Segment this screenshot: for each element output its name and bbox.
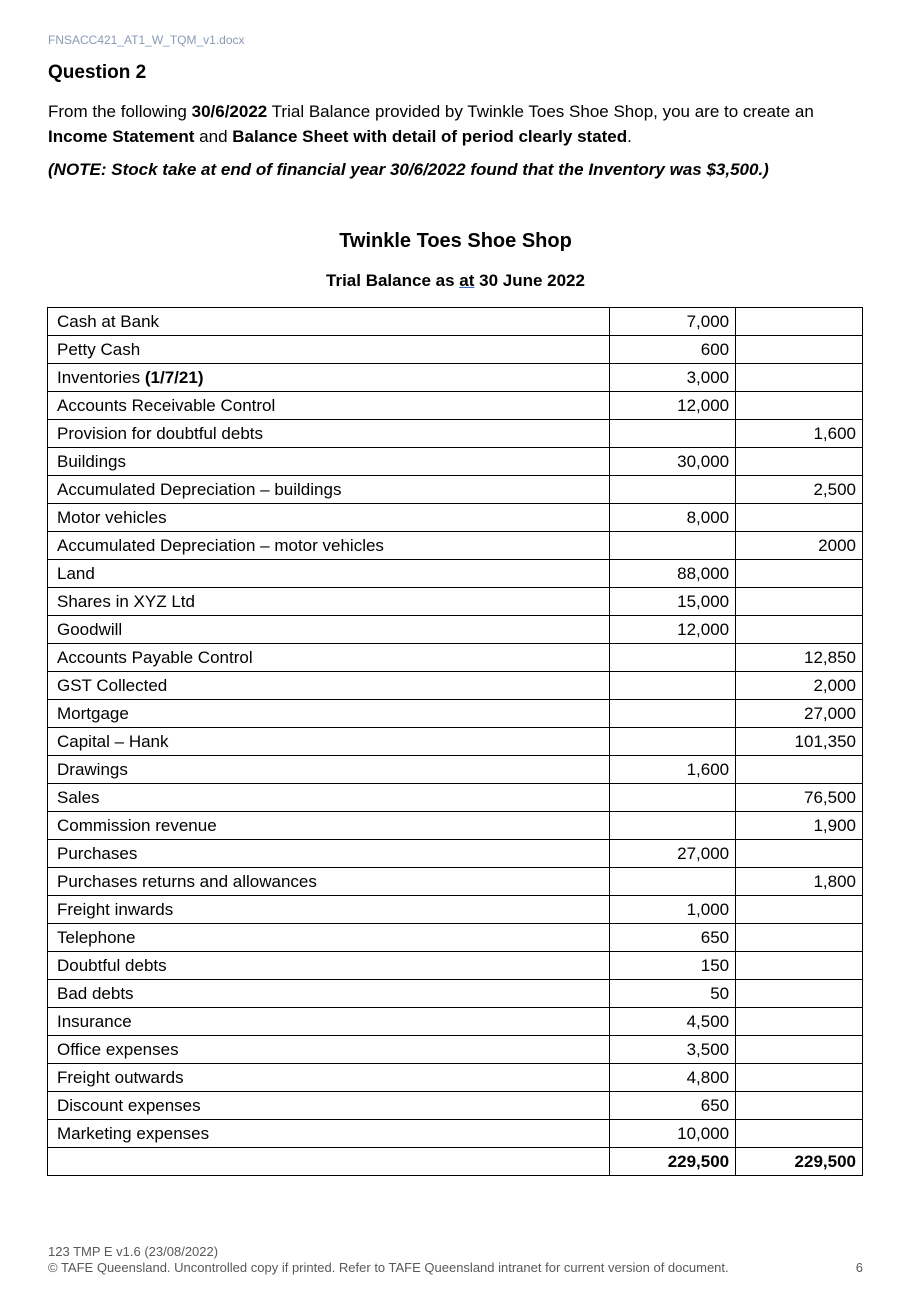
account-label: Shares in XYZ Ltd <box>57 591 195 611</box>
credit-amount <box>736 1036 863 1064</box>
account-name <box>48 1008 610 1036</box>
total-debit: 229,500 <box>610 1148 736 1176</box>
account-label: Freight outwards <box>57 1067 184 1087</box>
account-name <box>48 896 610 924</box>
account-label: Goodwill <box>57 619 123 639</box>
table-row <box>48 1092 863 1120</box>
table-row <box>48 924 863 952</box>
intro-date: 30/6/2022 <box>191 102 268 121</box>
table-row <box>48 840 863 868</box>
debit-amount: 27,000 <box>610 840 736 868</box>
account-name <box>48 672 610 700</box>
document-filename: FNSACC421_AT1_W_TQM_v1.docx <box>48 33 245 47</box>
question-intro <box>48 99 863 149</box>
credit-amount <box>736 952 863 980</box>
debit-amount <box>610 672 736 700</box>
table-row <box>48 532 863 560</box>
account-name <box>48 868 610 896</box>
table-row <box>48 700 863 728</box>
company-name: Twinkle Toes Shoe Shop <box>339 230 572 252</box>
credit-amount <box>736 364 863 392</box>
account-label: Mortgage <box>57 703 129 723</box>
table-row <box>48 644 863 672</box>
account-name <box>48 1064 610 1092</box>
account-name <box>48 700 610 728</box>
credit-amount <box>736 448 863 476</box>
table-row <box>48 1120 863 1148</box>
credit-amount: 1,900 <box>736 812 863 840</box>
table-row <box>48 672 863 700</box>
credit-amount <box>736 1008 863 1036</box>
totals-label <box>48 1148 610 1176</box>
credit-amount <box>736 756 863 784</box>
account-name <box>48 1036 610 1064</box>
account-label: Accumulated Depreciation – buildings <box>57 479 342 499</box>
credit-amount: 1,800 <box>736 868 863 896</box>
table-row <box>48 896 863 924</box>
table-row <box>48 980 863 1008</box>
intro-prefix: From the following <box>48 102 192 121</box>
account-name <box>48 476 610 504</box>
table-row <box>48 476 863 504</box>
table-row <box>48 420 863 448</box>
account-label: GST Collected <box>57 675 168 695</box>
credit-amount: 12,850 <box>736 644 863 672</box>
table-row <box>48 364 863 392</box>
credit-amount: 76,500 <box>736 784 863 812</box>
debit-amount: 600 <box>610 336 736 364</box>
credit-amount <box>736 588 863 616</box>
debit-amount: 15,000 <box>610 588 736 616</box>
account-label: Discount expenses <box>57 1095 201 1115</box>
credit-amount <box>736 616 863 644</box>
account-label: Buildings <box>57 451 126 471</box>
account-name <box>48 420 610 448</box>
account-name <box>48 952 610 980</box>
intro-mid: Trial Balance provided by Twinkle Toes Shoe Shop, you are to create an <box>267 102 814 121</box>
table-row <box>48 336 863 364</box>
debit-amount <box>610 784 736 812</box>
credit-amount <box>736 896 863 924</box>
debit-amount: 4,800 <box>610 1064 736 1092</box>
debit-amount: 4,500 <box>610 1008 736 1036</box>
credit-amount <box>736 336 863 364</box>
credit-amount <box>736 980 863 1008</box>
account-name <box>48 784 610 812</box>
debit-amount: 150 <box>610 952 736 980</box>
credit-amount: 2,000 <box>736 672 863 700</box>
page-number: 6 <box>855 1260 863 1275</box>
intro-and: and <box>194 127 233 146</box>
intro-end: . <box>627 127 632 146</box>
debit-amount: 650 <box>610 924 736 952</box>
question-title: Question 2 <box>48 62 147 83</box>
account-name <box>48 504 610 532</box>
debit-amount: 1,600 <box>610 756 736 784</box>
credit-amount <box>736 560 863 588</box>
account-name <box>48 336 610 364</box>
account-label: Office expenses <box>57 1039 179 1059</box>
account-label: Telephone <box>57 927 136 947</box>
table-row <box>48 1064 863 1092</box>
credit-amount: 1,600 <box>736 420 863 448</box>
account-name <box>48 532 610 560</box>
account-label: Drawings <box>57 759 128 779</box>
account-name <box>48 840 610 868</box>
table-row <box>48 308 863 336</box>
debit-amount: 8,000 <box>610 504 736 532</box>
debit-amount: 30,000 <box>610 448 736 476</box>
account-name <box>48 980 610 1008</box>
account-name <box>48 644 610 672</box>
account-label: Freight inwards <box>57 899 174 919</box>
account-label: Purchases <box>57 843 138 863</box>
debit-amount <box>610 644 736 672</box>
debit-amount <box>610 728 736 756</box>
credit-amount <box>736 840 863 868</box>
account-name <box>48 924 610 952</box>
table-row <box>48 504 863 532</box>
table-row <box>48 868 863 896</box>
debit-amount: 1,000 <box>610 896 736 924</box>
debit-amount <box>610 700 736 728</box>
intro-balance-sheet: Balance Sheet with detail of period clearly stated <box>232 127 628 146</box>
account-label: Accounts Payable Control <box>57 647 253 667</box>
account-label: Accounts Receivable Control <box>57 395 276 415</box>
credit-amount <box>736 924 863 952</box>
debit-amount <box>610 868 736 896</box>
intro-income-statement: Income Statement <box>48 127 195 146</box>
credit-amount: 101,350 <box>736 728 863 756</box>
table-row <box>48 952 863 980</box>
table-row <box>48 1036 863 1064</box>
account-label: Capital – Hank <box>57 731 169 751</box>
debit-amount: 88,000 <box>610 560 736 588</box>
credit-amount <box>736 308 863 336</box>
credit-amount <box>736 392 863 420</box>
debit-amount: 10,000 <box>610 1120 736 1148</box>
account-name <box>48 448 610 476</box>
account-name <box>48 616 610 644</box>
title-at: at <box>459 271 475 290</box>
account-label-bold: (1/7/21) <box>144 367 204 387</box>
account-label: Motor vehicles <box>57 507 167 527</box>
account-label: Accumulated Depreciation – motor vehicles <box>57 535 384 555</box>
table-row <box>48 448 863 476</box>
trial-balance-title <box>48 271 863 291</box>
debit-amount: 7,000 <box>610 308 736 336</box>
table-row <box>48 728 863 756</box>
account-label: Insurance <box>57 1011 132 1031</box>
inventory-note: (NOTE: Stock take at end of financial year 30/6/2022 found that the Inventory was $3,500.) <box>48 160 769 179</box>
title-post: 30 June 2022 <box>474 271 585 290</box>
debit-amount <box>610 420 736 448</box>
table-row <box>48 1008 863 1036</box>
credit-amount: 2,500 <box>736 476 863 504</box>
credit-amount: 27,000 <box>736 700 863 728</box>
account-name <box>48 1120 610 1148</box>
account-name <box>48 560 610 588</box>
table-row <box>48 392 863 420</box>
account-name <box>48 588 610 616</box>
credit-amount: 2000 <box>736 532 863 560</box>
account-label: Commission revenue <box>57 815 217 835</box>
account-name <box>48 308 610 336</box>
account-name <box>48 812 610 840</box>
totals-row <box>48 1148 863 1176</box>
account-label: Provision for doubtful debts <box>57 423 264 443</box>
account-label: Marketing expenses <box>57 1123 210 1143</box>
debit-amount: 3,500 <box>610 1036 736 1064</box>
credit-amount <box>736 1120 863 1148</box>
debit-amount: 50 <box>610 980 736 1008</box>
title-pre: Trial Balance as <box>326 271 460 290</box>
account-label: Sales <box>57 787 100 807</box>
table-row <box>48 560 863 588</box>
account-label: Inventories <box>57 367 145 387</box>
trial-balance-table <box>47 307 863 1176</box>
account-label: Cash at Bank <box>57 311 160 331</box>
debit-amount <box>610 812 736 840</box>
total-credit: 229,500 <box>736 1148 863 1176</box>
credit-amount <box>736 504 863 532</box>
account-label: Purchases returns and allowances <box>57 871 317 891</box>
table-row <box>48 812 863 840</box>
debit-amount: 12,000 <box>610 616 736 644</box>
debit-amount: 3,000 <box>610 364 736 392</box>
account-label: Petty Cash <box>57 339 141 359</box>
account-name <box>48 728 610 756</box>
footer-copyright: © TAFE Queensland. Uncontrolled copy if printed. Refer to TAFE Queensland intranet for current version of document. <box>48 1260 729 1275</box>
debit-amount: 650 <box>610 1092 736 1120</box>
account-name <box>48 392 610 420</box>
account-label: Doubtful debts <box>57 955 167 975</box>
table-row <box>48 616 863 644</box>
account-name <box>48 756 610 784</box>
table-row <box>48 784 863 812</box>
debit-amount: 12,000 <box>610 392 736 420</box>
credit-amount <box>736 1064 863 1092</box>
account-label: Land <box>57 563 95 583</box>
table-row <box>48 756 863 784</box>
debit-amount <box>610 532 736 560</box>
debit-amount <box>610 476 736 504</box>
table-row <box>48 588 863 616</box>
account-name <box>48 364 610 392</box>
account-name <box>48 1092 610 1120</box>
account-label: Bad debts <box>57 983 134 1003</box>
footer-version: 123 TMP E v1.6 (23/08/2022) <box>48 1244 219 1259</box>
credit-amount <box>736 1092 863 1120</box>
